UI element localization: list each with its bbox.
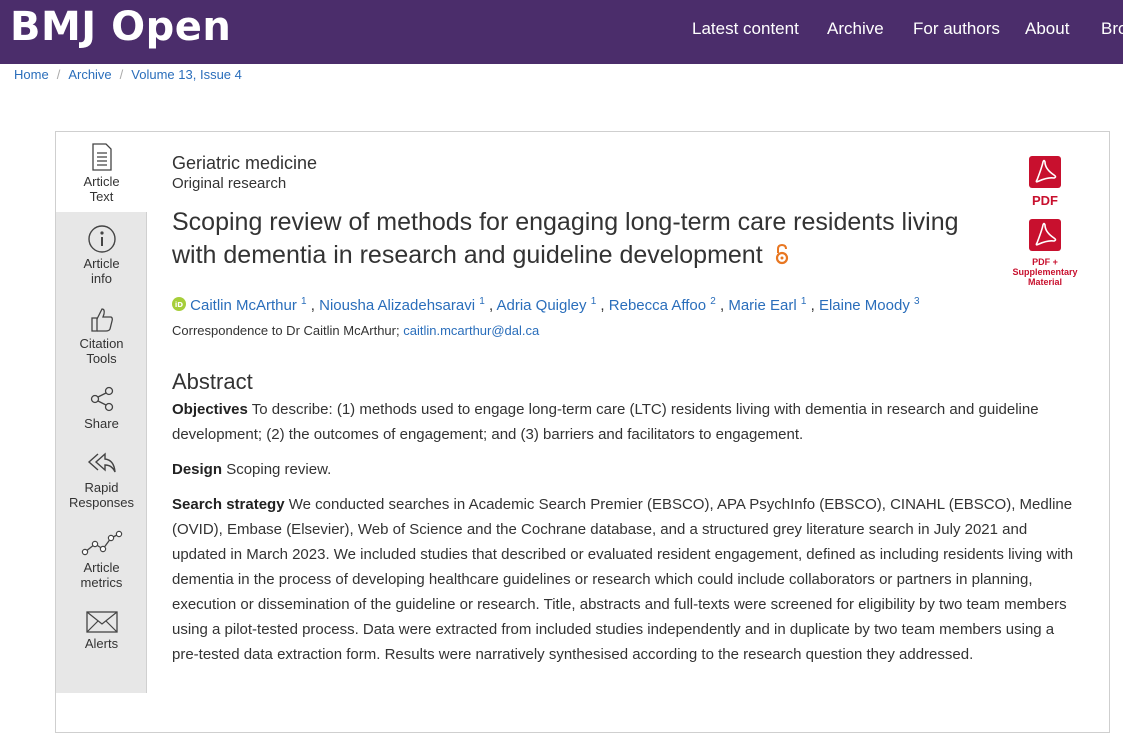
- tab-label: info: [91, 271, 112, 286]
- abstract-section-label: Search strategy: [172, 496, 285, 513]
- author-link[interactable]: Elaine Moody: [818, 297, 910, 314]
- breadcrumb-issue[interactable]: Volume 13, Issue 4: [131, 67, 242, 82]
- pdf-supplementary-button[interactable]: [1003, 218, 1087, 287]
- author-link[interactable]: Adria Quigley: [496, 297, 587, 314]
- document-icon: [89, 142, 115, 172]
- author-affiliation[interactable]: 1: [301, 296, 307, 307]
- tab-label: Text: [89, 189, 114, 204]
- author-affiliation[interactable]: 1: [800, 296, 807, 307]
- correspondence-label: Correspondence to Dr Caitlin McArthur;: [172, 323, 400, 338]
- tab-alerts[interactable]: [56, 610, 147, 651]
- tab-label: Tools: [86, 351, 117, 366]
- abstract-design: [172, 457, 1077, 482]
- pdf-icon: [1028, 218, 1062, 252]
- pdf-icon: [1028, 155, 1062, 189]
- nav-latest-content[interactable]: Latest content: [692, 19, 799, 38]
- correspondence: [172, 323, 539, 338]
- tab-label: Article: [83, 174, 120, 189]
- tab-share[interactable]: [56, 384, 147, 431]
- pdf-label: PDF: [1032, 193, 1058, 208]
- author-affiliation[interactable]: 1: [590, 296, 597, 307]
- nav-archive[interactable]: Archive: [827, 19, 884, 38]
- author-affiliation[interactable]: 3: [914, 296, 920, 307]
- abstract-section-text: We conducted searches in Academic Search Premier (EBSCO), APA PsychInfo (EBSCO), CINAHL (EBSCO), Medline (OVID), Embase (Elsevier), Web of Science and the Cochrane database, and a structured grey literature search in July 2021 and updated in March 2023. We included studies that described or evaluated resident engagement, defined as including residents living with dementia in the process of developing healthcare guidelines or research which could include collaborators or partners in planning, execution or dissemination of the guideline or research. Title, abstracts and full-texts were screened for eligibility by two team members using a pilot-tested process. Data were extracted from included studies independently and in duplicate by two team members using a pre-tested data extraction form. Results were narratively synthesised according to the research question they addressed.: [172, 496, 1074, 663]
- reply-all-icon: [86, 448, 118, 478]
- abstract-section-label: Objectives: [172, 401, 248, 418]
- tab-label: Share: [84, 416, 119, 431]
- author-affiliation[interactable]: 1: [479, 296, 485, 307]
- envelope-icon: [85, 610, 119, 634]
- abstract-section-text: Scoping review.: [226, 461, 332, 478]
- author-list: iD Caitlin McArthur $^1$ , Niousha Alizadehsaravi $^1$ , Adria Quigley $^1$ , Rebecca Affoo $^2$ , Marie Earl $^1$ , Elaine Moody $^3$: [172, 296, 920, 314]
- abstract-section-label: Design: [172, 461, 223, 478]
- correspondence-email-link[interactable]: caitlin.mcarthur@dal.ca: [403, 323, 540, 338]
- author-affiliation[interactable]: 2: [710, 296, 716, 307]
- author-link[interactable]: Niousha Alizadehsaravi: [319, 297, 476, 314]
- tab-label: Article: [83, 560, 120, 575]
- tab-rapid-responses[interactable]: [56, 448, 147, 510]
- tab-citation-tools[interactable]: [56, 304, 147, 366]
- tab-article-metrics[interactable]: [56, 528, 147, 590]
- article-category[interactable]: Geriatric medicine: [172, 153, 318, 173]
- site-header: [0, 0, 1127, 64]
- thumbs-up-icon: [87, 304, 117, 334]
- tab-label: metrics: [80, 575, 123, 590]
- site-logo[interactable]: BMJ Open: [10, 4, 232, 50]
- svg-text:iD: iD: [174, 301, 184, 309]
- tab-label: Article: [83, 256, 120, 271]
- orcid-icon[interactable]: [172, 297, 186, 311]
- article-type: Original research: [172, 175, 287, 192]
- tab-article-info[interactable]: [56, 224, 147, 286]
- tab-label: Rapid: [84, 480, 119, 495]
- tab-label: Alerts: [84, 636, 119, 651]
- pdf-supp-label-1: PDF +: [1032, 257, 1058, 267]
- article-title: [172, 206, 972, 272]
- abstract-objectives: [172, 397, 1077, 447]
- abstract-heading: Abstract: [172, 369, 253, 394]
- pdf-supp-label-2: Supplementary: [1012, 267, 1078, 277]
- tab-label: Responses: [68, 495, 135, 510]
- author-link[interactable]: Marie Earl: [728, 297, 797, 314]
- nav-about[interactable]: About: [1025, 19, 1070, 38]
- pdf-supp-label-3: Material: [1027, 277, 1062, 287]
- main-nav: [0, 18, 1127, 42]
- pdf-download-button[interactable]: [1025, 155, 1065, 208]
- nav-browse[interactable]: Bro: [1101, 19, 1127, 38]
- nav-for-authors[interactable]: For authors: [913, 19, 1000, 38]
- breadcrumb: Home / Archive / Volume 13, Issue 4: [14, 67, 242, 82]
- abstract-section-text: To describe: (1) methods used to engage long-term care (LTC) residents living with dementia in research and guideline development; (2) the outcomes of engagement; and (3) barriers and facilitators to engagement.: [172, 401, 1039, 443]
- tab-article-text[interactable]: [56, 132, 148, 212]
- author-link[interactable]: Caitlin McArthur: [190, 297, 297, 314]
- abstract-search-strategy: [172, 492, 1077, 667]
- tab-label: Citation: [79, 336, 124, 351]
- article-header: [172, 152, 1072, 272]
- breadcrumb-home[interactable]: Home: [14, 67, 49, 82]
- open-access-icon: [774, 243, 790, 265]
- info-icon: [87, 224, 117, 254]
- breadcrumb-archive[interactable]: Archive: [68, 67, 112, 82]
- article-title-text: Scoping review of methods for engaging long-term care residents living with dementia in research and guideline development: [172, 208, 959, 269]
- metrics-icon: [81, 528, 123, 558]
- share-icon: [87, 384, 117, 414]
- author-link[interactable]: Rebecca Affoo: [608, 297, 707, 314]
